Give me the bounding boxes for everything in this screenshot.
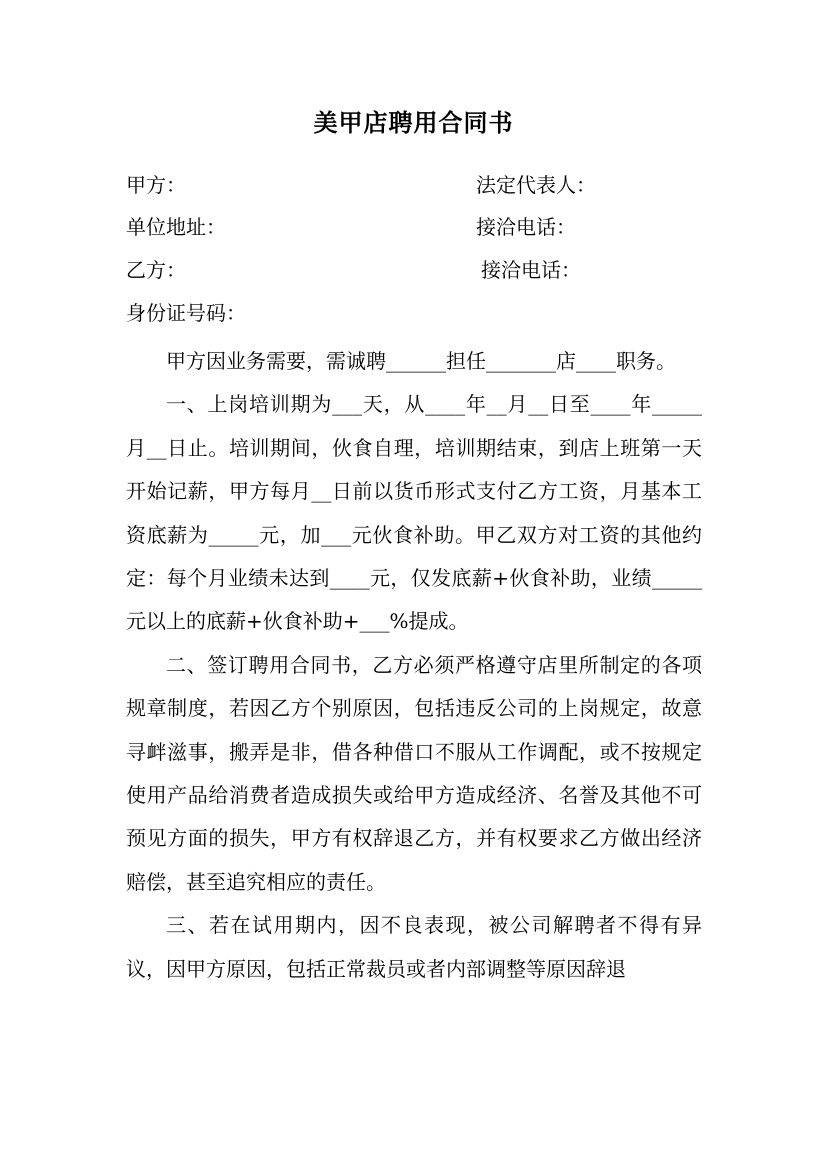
paragraph-clause-1: 一、上岗培训期为___天，从____年__月__日至____年_____月__日止。培训期间，伙食自理，培训期结束，到店上班第一天开始记薪，甲方每月__日前以货币形式支付乙方工资，月基本工资底薪为_____元，加___元伙食补助。甲乙双方对工资的其他约定：每个月业绩未达到____元，仅发底薪+伙食补助，业绩_____元以上的底薪+伙食补助+___%提成。	[126, 392, 702, 634]
paragraph-clause-2: 二、签订聘用合同书，乙方必须严格遵守店里所制定的各项规章制度，若因乙方个别原因，包括违反公司的上岗规定，故意寻衅滋事，搬弄是非，借各种借口不服从工作调配，或不按规定使用产品给消费者造成损失或给甲方造成经济、名誉及其他不可预见方面的损失，甲方有权辞退乙方，并有权要求乙方做出经济赔偿，甚至追究相应的责任。	[126, 652, 702, 894]
paragraph-intro: 甲方因业务需要，需诚聘______担任_______店____职务。	[166, 349, 676, 373]
contract-body	[126, 340, 702, 991]
legal-rep-label: 法定代表人：	[476, 173, 596, 197]
address-label: 单位地址：	[126, 215, 226, 239]
id-number-label: 身份证号码：	[126, 301, 246, 325]
paragraph-clause-3: 三、若在试用期内，因不良表现，被公司解聘者不得有异议，因甲方原因，包括正常裁员或者内部调整等原因辞退	[126, 913, 702, 981]
contact-phone-a-label: 接洽电话：	[476, 215, 576, 239]
document-title: 美甲店聘用合同书	[313, 108, 514, 137]
party-a-label: 甲方：	[126, 173, 186, 197]
contact-phone-b-label: 接洽电话：	[481, 258, 581, 282]
party-b-label: 乙方：	[126, 258, 186, 282]
